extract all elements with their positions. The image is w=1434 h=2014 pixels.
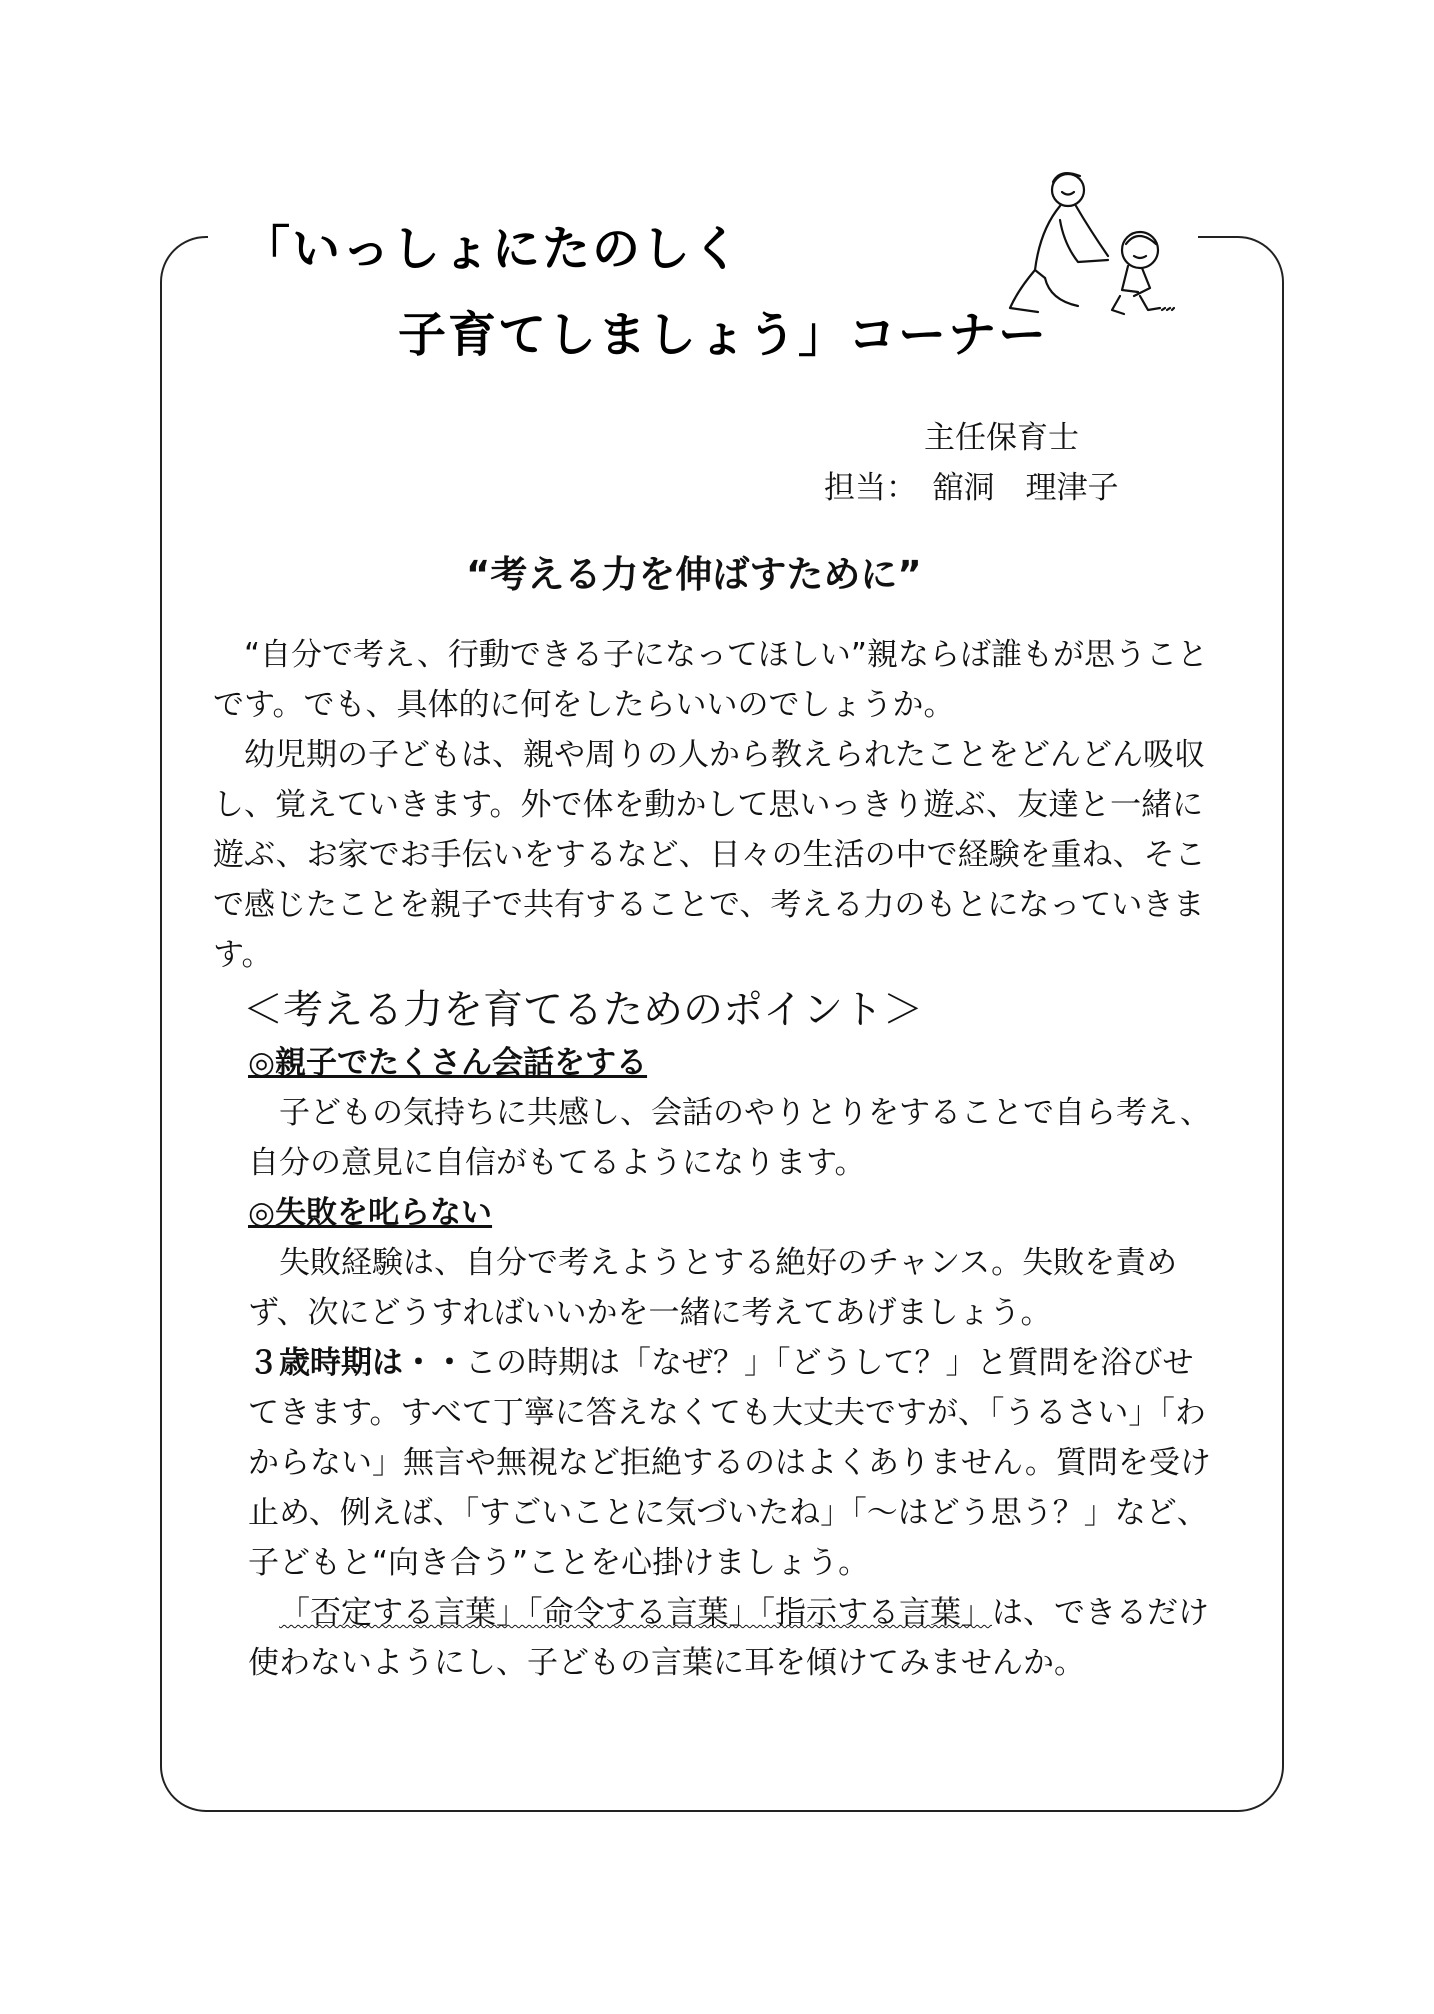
- point-text-conversation: 子どもの気持ちに共感し、会話のやりとりをすることで自ら考え、自分の意見に自信がもてるようになります。: [248, 1095, 1211, 1181]
- article-body: [213, 630, 1223, 1688]
- point-heading-conversation: ◎親子でたくさん会話をする: [248, 1045, 648, 1081]
- article-heading: “考える力を伸ばすために”: [466, 553, 922, 596]
- age-note-paragraph: [213, 1338, 1223, 1588]
- intro-paragraph-1: “自分で考え、行動できる子になってほしい”親ならば誰もが思うことです。でも、具体的に何をしたらいいのでしょうか。: [213, 637, 1208, 723]
- corner-title-line-2: 子育てしましょう」コーナー: [398, 307, 1049, 363]
- points-title: ＜考える力を育てるためのポイント＞: [243, 987, 923, 1033]
- point-text-failure: 失敗経験は、自分で考えようとする絶好のチャンス。失敗を責めず、次にどうすればいいかを一緒に考えてあげましょう。: [248, 1245, 1178, 1331]
- corner-title-line-1: 「いっしょにたのしく: [242, 221, 743, 277]
- mother-and-child-illustration: [990, 160, 1175, 340]
- point-heading-failure: ◎失敗を叱らない: [248, 1195, 493, 1231]
- intro-paragraph-2: 幼児期の子どもは、親や周りの人から教えられたことをどんどん吸収し、覚えていきます。外で体を動かして思いっきり遊ぶ、友達と一緒に遊ぶ、お家でお手伝いをするなど、日々の生活の中で経験を重ね、そこで感じたことを親子で共有することで、考える力のもとになっていきます。: [213, 737, 1206, 973]
- closing-paragraph: [213, 1588, 1223, 1688]
- author-role: 主任保育士: [924, 420, 1079, 456]
- closing-emphasis: 「否定する言葉」「命令する言葉」「指示する言葉」: [279, 1595, 992, 1631]
- age-note-label: ３歳時期は・・: [248, 1345, 465, 1381]
- closing-text: は、できるだけ使わないようにし、子どもの言葉に耳を傾けてみませんか。: [248, 1595, 1209, 1681]
- age-note-text: この時期は「なぜ？」「どうして？」と質問を浴びせてきます。すべて丁寧に答えなくても大丈夫ですが、「うるさい」「わからない」無言や無視など拒絶するのはよくありません。質問を受け止め、例えば、「すごいことに気づいたね」「～はどう思う？」など、子どもと“向き合う”ことを心掛けましょう。: [248, 1345, 1211, 1581]
- author-name: 担当： 舘洞 理津子: [824, 470, 1119, 506]
